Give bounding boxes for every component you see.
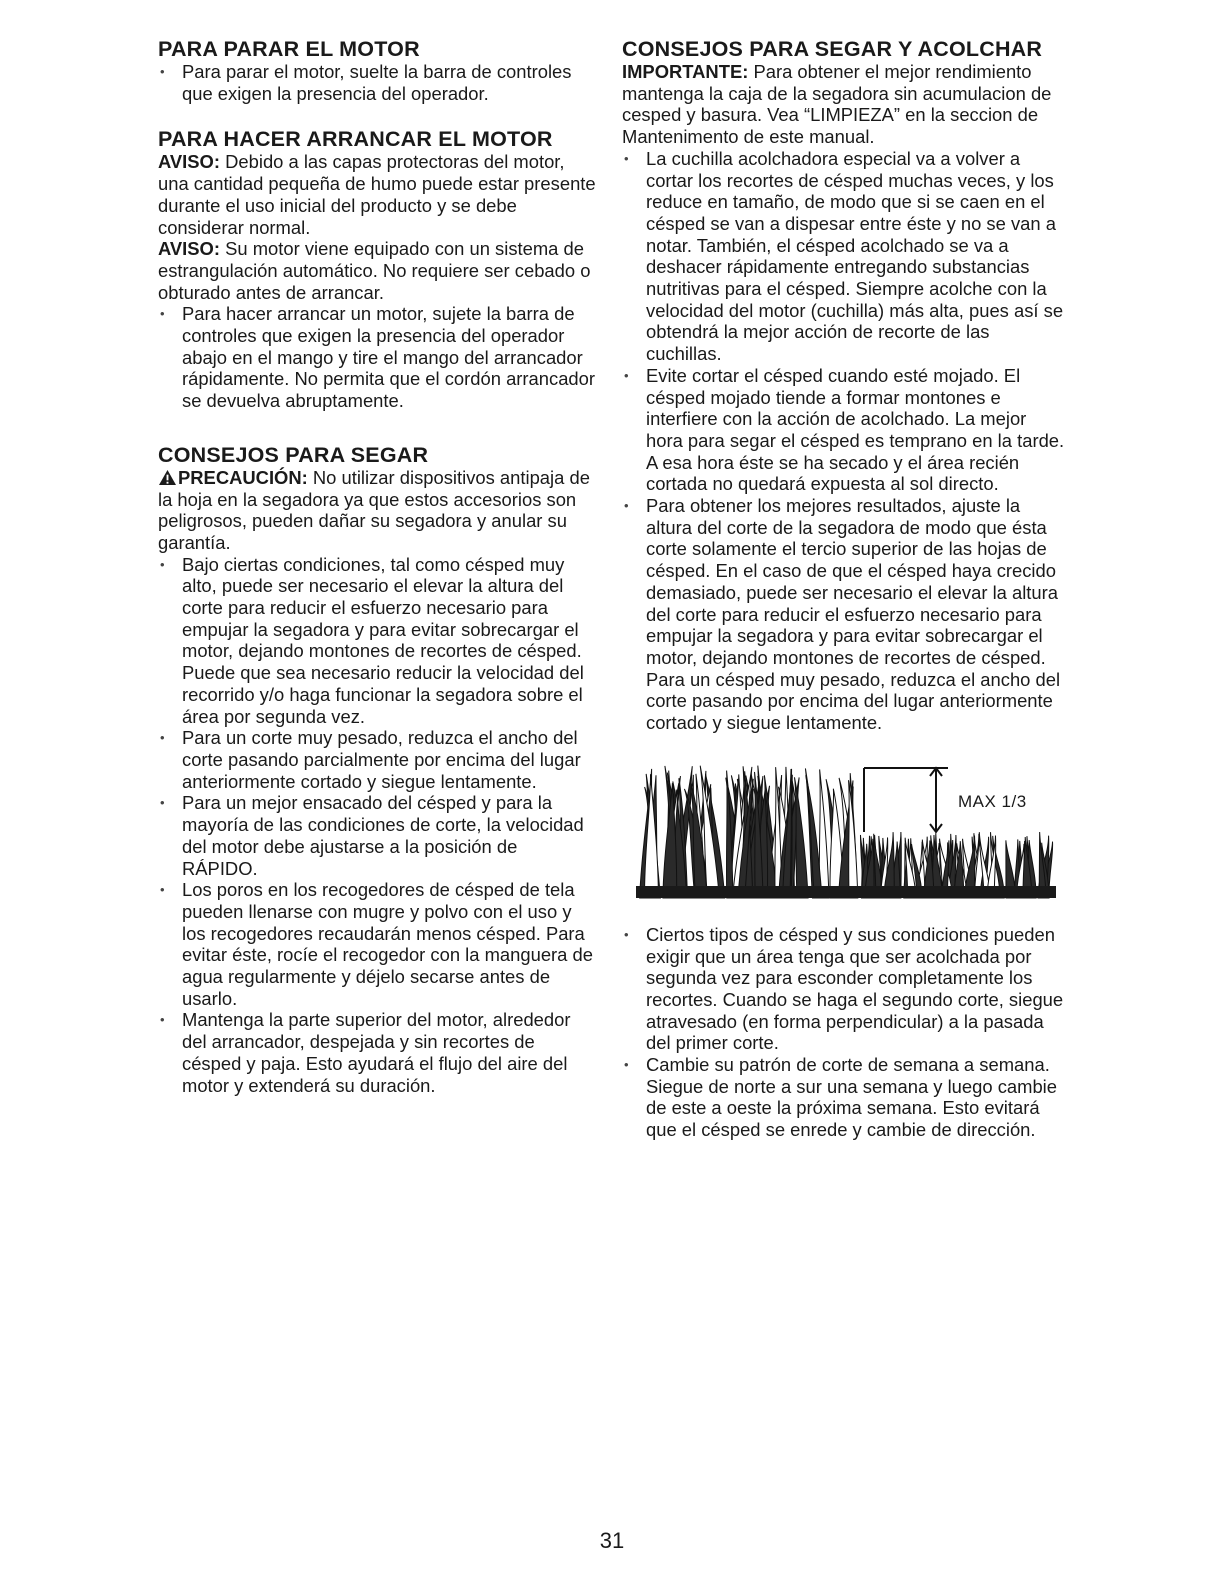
section-title-mulching-tips: CONSEJOS PARA SEGAR Y ACOLCHAR [622,37,1043,61]
stop-engine-list [158,61,598,104]
list-item: • Evite cortar el césped cuando esté mojado. El césped mojado tiende a formar montones e interfiere con la acción de acolchado. La mejor hora para segar el césped es temprano en la tarde. A esa hora éste se ha secado y el área recién cortada no quedará expuesta al sol directo. [622,365,1067,495]
list-item: • Bajo ciertas condiciones, tal como césped muy alto, puede ser necesario el elevar la altura del corte para reducir el esfuerzo necesario para empujar la segadora y para evitar sobrecargar el motor, dejando montones de recortes de césped. Puede que sea necesario reducir la velocidad del recorrido y/o haga funcionar la segadora sobre el área por segunda vez. [158,554,598,728]
notice-paragraph [158,151,598,238]
start-engine-list [158,303,598,412]
notice-text: Debido a las capas protectoras del motor, una cantidad pequeña de humo puede estar presente durante el uso inicial del producto y se debe considerar normal. [158,151,596,238]
max-cut-label: MAX 1/3 [958,791,1027,811]
list-item: • Cambie su patrón de corte de semana a semana. Siegue de norte a sur una semana y luego cambie de este a oeste la próxima semana. Esto evitará que el césped se enrede y cambie de dirección. [622,1054,1067,1141]
caution-label: PRECAUCIÓN: [178,466,308,488]
page-number: 31 [599,1528,625,1553]
grass-illustration [636,760,1056,900]
list-item: • Para hacer arrancar un motor, sujete la barra de controles que exigen la presencia del operador abajo en el mango y tire el mango del arrancador rápidamente. No permita que el cordón arrancador se devuelva abruptamente. [158,303,598,412]
important-paragraph [622,61,1067,148]
mulching-tips-list [622,148,1067,734]
important-label: IMPORTANTE: [622,61,749,82]
list-item: • Mantenga la parte superior del motor, alrededor del arrancador, despejada y sin recortes de césped y paja. Esto ayudará el flujo del aire del motor y extenderá su duración. [158,1009,598,1096]
grass-base [636,886,1056,898]
section-title-start-engine: PARA HACER ARRANCAR EL MOTOR [158,127,553,152]
left-column [158,38,598,1096]
list-item: • Los poros en los recogedores de césped de tela pueden llenarse con mugre y polvo con el uso y los recogedores recaudarán menos césped. Para evitar éste, rocíe el recogedor con la manguera de agua regularmente y déjelo secarse antes de usarlo. [158,879,598,1009]
grass-blade [794,777,808,898]
section-title-stop-engine: PARA PARAR EL MOTOR [158,37,420,61]
notice-label: AVISO: [158,151,220,173]
grass-height-figure [636,760,1056,900]
caution-text: No utilizar dispositivos antipaja de la hoja en la segadora ya que estos accesorios son peligrosos, pueden dañar su segadora y anular su garantía. [158,466,590,553]
mulching-tips-list-continued [622,924,1067,1141]
caution-paragraph [158,467,598,554]
list-item: • Para obtener los mejores resultados, ajuste la altura del corte de la segadora de modo que ésta corte solamente el tercio superior de las hojas de césped. En el caso de que el césped haya crecido demasiado, puede ser necesario el elevar la altura del corte para reducir el esfuerzo necesario para empujar la segadora y para evitar sobrecargar el motor, dejando montones de recortes de césped. Para un césped muy pesado, reduzca el ancho del corte pasando por encima del lugar anteriormente cortado y siegue lentamente. [622,495,1067,734]
warning-triangle-icon [158,469,177,486]
notice-text: Su motor viene equipado con un sistema de estrangulación automático. No requiere ser cebado o obturado antes de arrancar. [158,238,591,303]
list-item: • Para parar el motor, suelte la barra de controles que exigen la presencia del operador. [158,61,598,104]
list-item: • La cuchilla acolchadora especial va a volver a cortar los recortes de césped muchas veces, y los reduce en tamaño, de modo que si se caen en el césped se van a dispesar entre éste y no se van a notar. También, el césped acolchado se va a deshacer rápidamente entregando substancias nutritivas para el césped. Siempre acolche con la velocidad del motor (cuchilla) más alta, pues así se obtendrá la mejor acción de recorte de las cuchillas. [622,148,1067,365]
list-item: • Para un mejor ensacado del césped y para la mayoría de las condiciones de corte, la velocidad del motor debe ajustarse a la posición de RÁPIDO. [158,792,598,879]
notice-label: AVISO: [158,238,220,260]
section-title-mowing-tips: CONSEJOS PARA SEGAR [158,442,429,467]
list-item: • Para un corte muy pesado, reduzca el ancho del corte pasando parcialmente por encima del lugar anteriormente cortado y siegue lentamente. [158,727,598,792]
important-text: Para obtener el mejor rendimiento mantenga la caja de la segadora sin acumulacion de cesped y basura. Vea “LIMPIEZA” en la seccion de Mantenimento de este manual. [622,61,1052,148]
list-item: • Ciertos tipos de césped y sus condiciones pueden exigir que un área tenga que ser acolchada por segunda vez para esconder completamente los recortes. Cuando se haga el segundo corte, siegue atravesado (en forma perpendicular) a la pasada del primer corte. [622,924,1067,1054]
cut-height-arrow [930,768,942,832]
right-column [622,38,1067,1141]
notice-paragraph [158,238,598,303]
mowing-tips-list [158,554,598,1097]
